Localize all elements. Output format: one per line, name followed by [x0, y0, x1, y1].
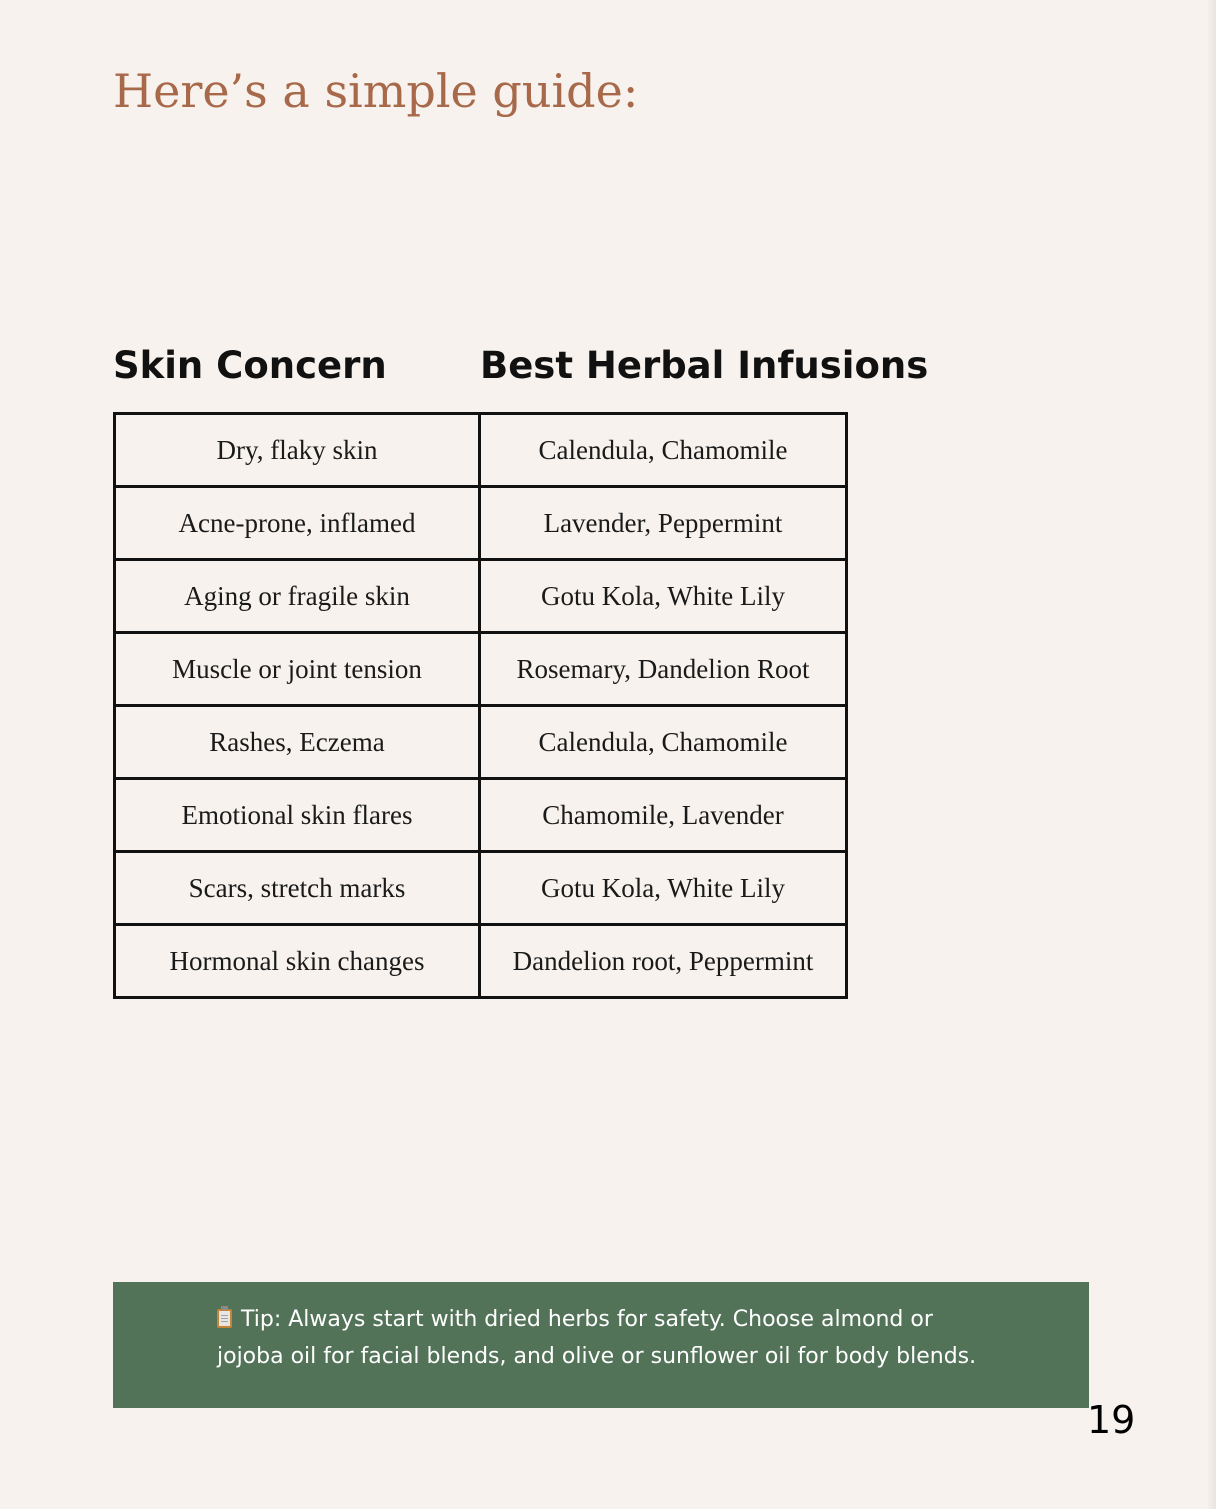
column-header-skin-concern: Skin Concern [113, 344, 387, 387]
table-row [115, 852, 847, 925]
herbal-infusion-cell: Rosemary, Dandelion Root [480, 633, 847, 706]
herbal-infusion-cell: Dandelion root, Peppermint [480, 925, 847, 998]
table-row [115, 414, 847, 487]
skin-concern-cell: Acne-prone, inflamed [115, 487, 480, 560]
skin-concern-cell: Emotional skin flares [115, 779, 480, 852]
skin-concern-cell: Rashes, Eczema [115, 706, 480, 779]
tip-box [113, 1282, 1089, 1408]
tip-text: Tip: Always start with dried herbs for safety. Choose almond or jojoba oil for facial blends, and olive or sunflower oil for body blends. [217, 1307, 977, 1369]
skin-concern-cell: Aging or fragile skin [115, 560, 480, 633]
skin-concern-cell: Hormonal skin changes [115, 925, 480, 998]
table-row [115, 633, 847, 706]
herbal-infusion-cell: Gotu Kola, White Lily [480, 852, 847, 925]
skin-concern-cell: Dry, flaky skin [115, 414, 480, 487]
table-row [115, 560, 847, 633]
page-number: 19 [1087, 1398, 1136, 1442]
table-row [115, 779, 847, 852]
clipboard-icon [217, 1309, 232, 1328]
herbal-infusion-cell: Calendula, Chamomile [480, 706, 847, 779]
herbal-infusion-cell: Chamomile, Lavender [480, 779, 847, 852]
column-header-herbal-infusions: Best Herbal Infusions [480, 344, 929, 387]
page-title: Here’s a simple guide: [113, 64, 639, 118]
table-row [115, 487, 847, 560]
herbal-infusion-cell: Lavender, Peppermint [480, 487, 847, 560]
skin-concern-cell: Scars, stretch marks [115, 852, 480, 925]
page-edge [1208, 0, 1216, 1509]
tip-content [217, 1301, 997, 1375]
herbal-infusion-cell: Gotu Kola, White Lily [480, 560, 847, 633]
table-row [115, 925, 847, 998]
skin-concern-table [113, 412, 848, 999]
table-row [115, 706, 847, 779]
herbal-infusion-cell: Calendula, Chamomile [480, 414, 847, 487]
skin-concern-cell: Muscle or joint tension [115, 633, 480, 706]
